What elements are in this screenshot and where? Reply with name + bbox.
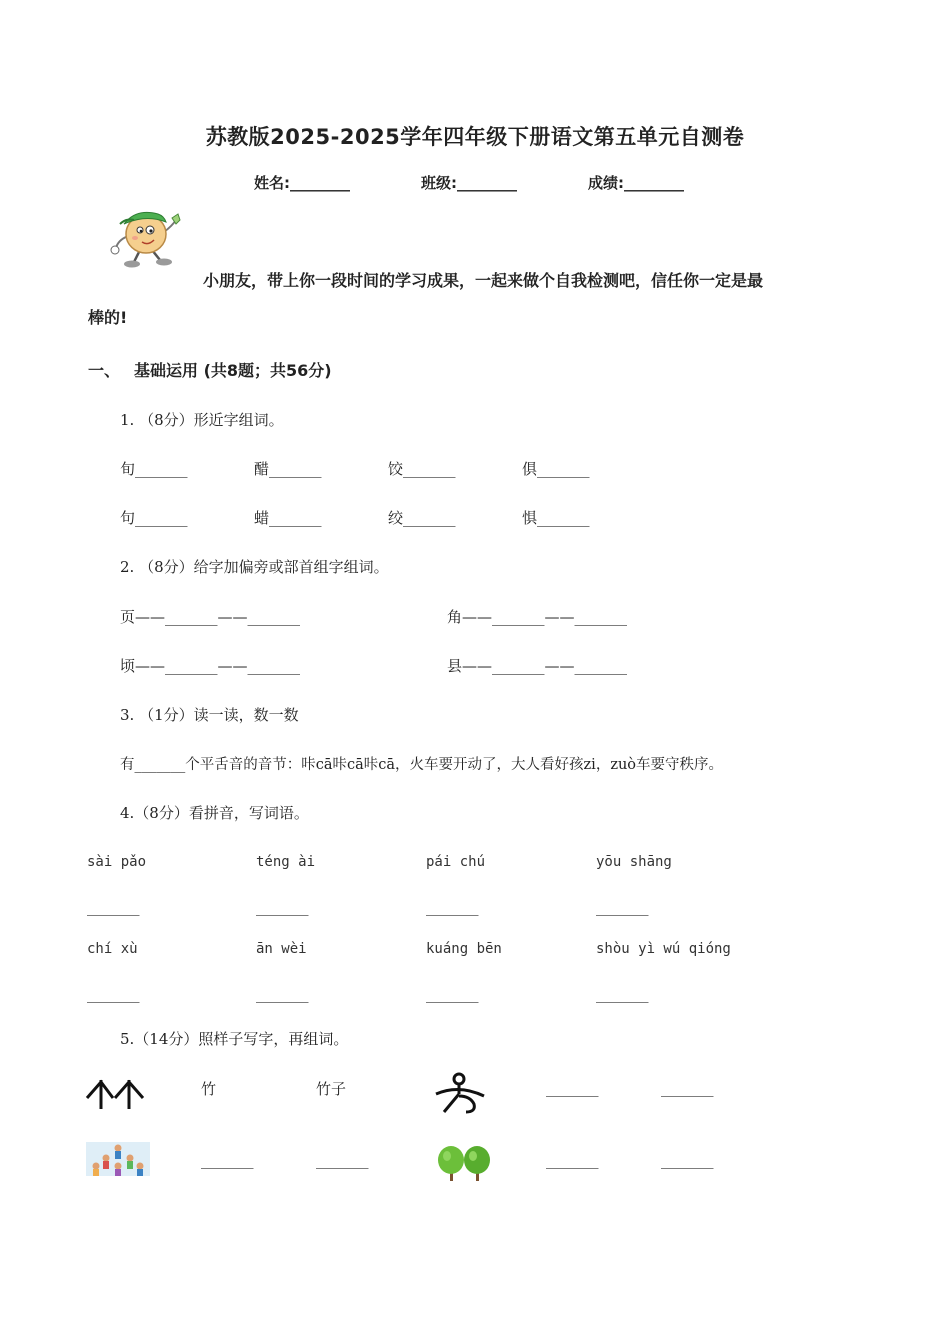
question-1-title: 1. （8分）形近字组词。 (120, 411, 284, 429)
score-field (588, 172, 684, 193)
name-blank: ________ (290, 174, 350, 192)
q2-item: 县——_______——_______ (447, 657, 628, 675)
question-3-title: 3. （1分）读一读，数一数 (120, 706, 299, 724)
answer-blank: _______ (426, 985, 479, 1003)
class-field (421, 172, 517, 193)
answer-blank: _______ (426, 898, 479, 916)
q2-item: 页——_______——_______ (120, 608, 301, 626)
question-4-title: 4.（8分）看拼音，写词语。 (120, 804, 309, 822)
mascot-illustration (106, 204, 186, 270)
pinyin: shòu yì wú qióng (596, 941, 731, 957)
answer-blank: _______ (87, 898, 140, 916)
section-title: 基础运用 (共8题；共56分) (134, 361, 332, 380)
name-field (254, 172, 350, 193)
example-character: 竹 (201, 1080, 217, 1098)
intro-line-1: 小朋友，带上你一段时间的学习成果，一起来做个自我检测吧，信任你一定是最 (203, 271, 764, 290)
question-3-text: 有_______个平舌音的音节：咔cā咔cā咔cā，火车要开动了，大人看好孩zi，zuò车要守秩序。 (120, 757, 724, 773)
q1-item: 俱_______ (522, 460, 590, 478)
answer-blank: _______ (87, 985, 140, 1003)
q1-item: 绞_______ (388, 509, 456, 527)
question-2-title: 2. （8分）给字加偏旁或部首组字组词。 (120, 558, 389, 576)
answer-blank: _______ (256, 898, 309, 916)
example-word: 竹子 (316, 1080, 347, 1098)
answer-blank: _______ (256, 985, 309, 1003)
question-5-title: 5.（14分）照样子写字，再组词。 (120, 1030, 349, 1048)
answer-blank: _______ (546, 1151, 599, 1169)
two-trees-picture (435, 1143, 495, 1183)
q2-item: 顷——_______——_______ (120, 657, 301, 675)
answer-blank: _______ (596, 985, 649, 1003)
bamboo-pictograph (85, 1076, 147, 1110)
pinyin: ān wèi (256, 941, 307, 957)
score-label: 成绩: (588, 174, 624, 192)
score-blank: ________ (624, 174, 684, 192)
name-label: 姓名: (254, 174, 290, 192)
pinyin: sài pǎo (87, 854, 147, 870)
q1-item: 句_______ (120, 509, 188, 527)
pinyin: yōu shāng (596, 854, 672, 870)
q1-item: 饺_______ (388, 460, 456, 478)
section-number: 一、 (88, 361, 121, 380)
q1-item: 旬_______ (120, 460, 188, 478)
person-pictograph (430, 1072, 492, 1116)
answer-blank: _______ (316, 1151, 369, 1169)
page-title: 苏教版2025-2025学年四年级下册语文第五单元自测卷 (205, 125, 745, 149)
people-group-picture (86, 1142, 150, 1176)
pinyin: kuáng bēn (426, 941, 502, 957)
q2-item: 角——_______——_______ (447, 608, 628, 626)
pinyin: téng ài (256, 854, 316, 870)
answer-blank: _______ (661, 1079, 714, 1097)
intro-line-2: 棒的! (88, 308, 128, 327)
answer-blank: _______ (661, 1151, 714, 1169)
q1-item: 惧_______ (522, 509, 590, 527)
class-blank: ________ (457, 174, 517, 192)
pinyin: pái chú (426, 854, 486, 870)
answer-blank: _______ (596, 898, 649, 916)
answer-blank: _______ (546, 1079, 599, 1097)
q1-item: 醋_______ (254, 460, 322, 478)
answer-blank: _______ (201, 1151, 254, 1169)
pinyin: chí xù (87, 941, 138, 957)
class-label: 班级: (421, 174, 457, 192)
q1-item: 蜡_______ (254, 509, 322, 527)
